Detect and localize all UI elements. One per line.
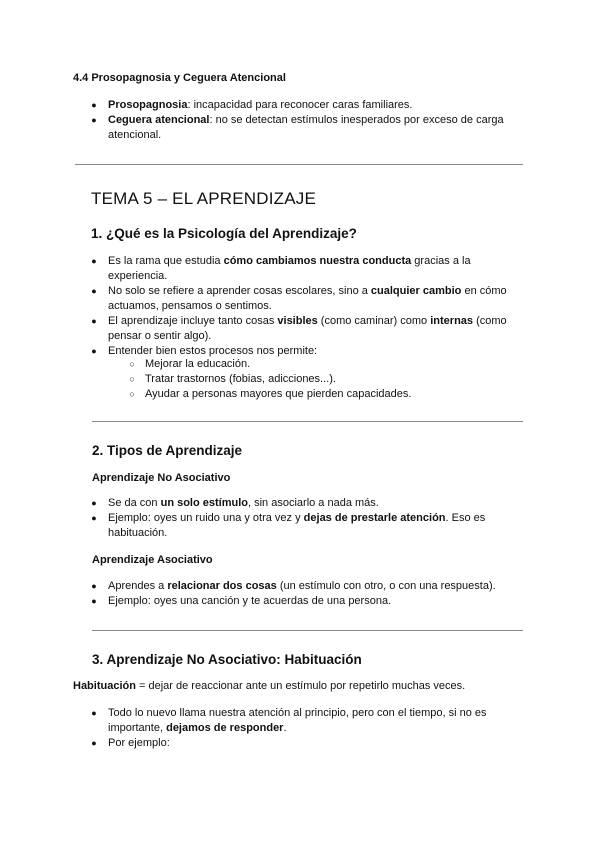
list-item: ● Prosopagnosia: incapacidad para reconocer caras familiares.	[108, 98, 548, 113]
sub-list-item: ○ Ayudar a personas mayores que pierden capacidades.	[145, 387, 545, 402]
list-item: ● Es la rama que estudia cómo cambiamos nuestra conducta gracias a la experiencia.	[108, 254, 538, 284]
section-1-sublist	[129, 357, 545, 402]
subheading-no-asociativo: Aprendizaje No Asociativo	[92, 472, 231, 484]
circle-bullet-icon: ○	[129, 389, 135, 399]
list-item: ● Ejemplo: oyes un ruido una y otra vez y dejas de prestarle atención. Eso es habituación.	[108, 511, 538, 541]
list-item: ● Aprendes a relacionar dos cosas (un estímulo con otro, o con una respuesta).	[108, 579, 538, 594]
list-item: ● Todo lo nuevo llama nuestra atención al principio, pero con el tiempo, si no es importante, dejamos de responder.	[108, 706, 538, 736]
bullet-icon: ●	[91, 286, 97, 296]
asociativo-list	[91, 579, 538, 609]
bullet-icon: ●	[91, 316, 97, 326]
section-3-list	[91, 706, 538, 751]
sub-list-item: ○ Tratar trastornos (fobias, adicciones...).	[145, 372, 545, 387]
circle-bullet-icon: ○	[129, 359, 135, 369]
list-item: ● Ceguera atencional: no se detectan estímulos inesperados por exceso de carga atencional.	[108, 113, 548, 143]
section-heading-1: 1. ¿Qué es la Psicología del Aprendizaje?	[91, 226, 357, 241]
horizontal-divider	[92, 630, 523, 631]
list-item: ● Se da con un solo estímulo, sin asociarlo a nada más.	[108, 496, 538, 511]
section-heading-3: 3. Aprendizaje No Asociativo: Habituación	[92, 652, 362, 667]
section-1-list	[91, 254, 538, 359]
bullet-icon: ●	[91, 346, 97, 356]
no-asociativo-list	[91, 496, 538, 541]
section-4-4-list	[91, 98, 548, 143]
horizontal-divider	[92, 421, 523, 422]
bullet-icon: ●	[91, 498, 97, 508]
bullet-icon: ●	[91, 256, 97, 266]
section-heading-4-4: 4.4 Prosopagnosia y Ceguera Atencional	[73, 72, 286, 84]
section-heading-2: 2. Tipos de Aprendizaje	[92, 443, 243, 458]
list-item: ● Entender bien estos procesos nos permite:	[108, 344, 538, 359]
bullet-icon: ●	[91, 115, 97, 125]
horizontal-divider	[75, 164, 523, 165]
list-item: ● Por ejemplo:	[108, 736, 538, 751]
list-item: ● No solo se refiere a aprender cosas escolares, sino a cualquier cambio en cómo actuamos, pensamos o sentimos.	[108, 284, 538, 314]
bullet-icon: ●	[91, 596, 97, 606]
page-title: TEMA 5 – EL APRENDIZAJE	[91, 189, 317, 208]
bullet-icon: ●	[91, 100, 97, 110]
habituacion-definition: Habituación = dejar de reaccionar ante un estímulo por repetirlo muchas veces.	[73, 680, 466, 692]
bullet-icon: ●	[91, 581, 97, 591]
bullet-icon: ●	[91, 513, 97, 523]
list-item: ● Ejemplo: oyes una canción y te acuerdas de una persona.	[108, 594, 538, 609]
circle-bullet-icon: ○	[129, 374, 135, 384]
bullet-icon: ●	[91, 708, 97, 718]
bullet-icon: ●	[91, 738, 97, 748]
subheading-asociativo: Aprendizaje Asociativo	[92, 554, 213, 566]
list-item: ● El aprendizaje incluye tanto cosas visibles (como caminar) como internas (como pensar o sentir algo).	[108, 314, 538, 344]
sub-list-item: ○ Mejorar la educación.	[145, 357, 545, 372]
